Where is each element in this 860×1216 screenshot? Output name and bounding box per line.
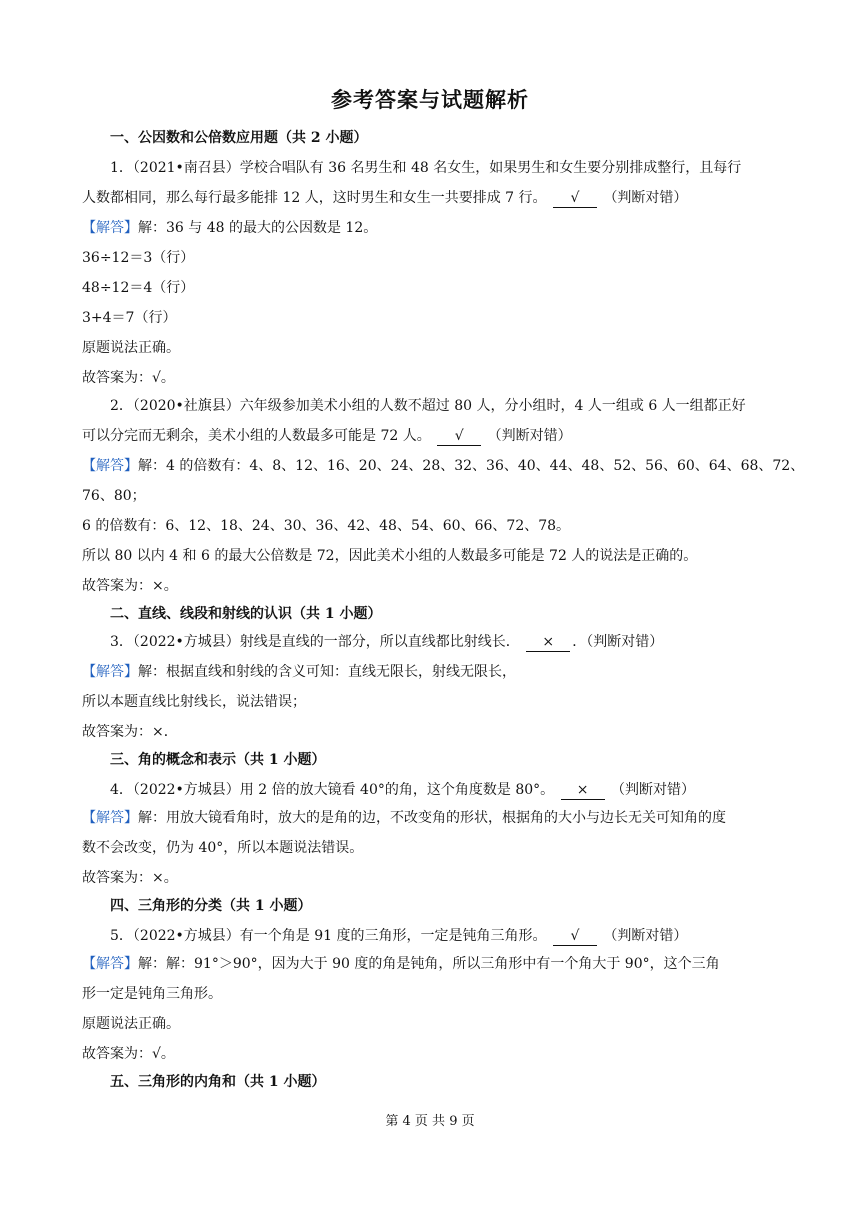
judge-label: （判断对错） (603, 928, 688, 944)
section-heading: 三、角的概念和表示（共 1 小题） (110, 752, 326, 768)
solution-text: 解：根据直线和射线的含义可知：直线无限长，射线无限长， (138, 664, 516, 680)
answer-blank: × (526, 634, 570, 652)
solution-text: 解：36 与 48 的最大的公因数是 12。 (138, 220, 378, 236)
question-text (110, 780, 810, 800)
judge-label: （判断对错） (603, 190, 688, 206)
section-heading: 五、三角形的内角和（共 1 小题） (110, 1074, 326, 1090)
solution-tag: 【解答】 (82, 956, 138, 972)
question-text-part: 人数都相同，那么每行最多能排 12 人，这时男生和女生一共要排成 7 行。 (82, 190, 547, 206)
solution-line: 76、80； (82, 488, 146, 504)
solution-line: 形一定是钝角三角形。 (82, 986, 222, 1002)
solution-line: 3+4＝7（行） (82, 310, 177, 326)
section-heading: 四、三角形的分类（共 1 小题） (110, 898, 312, 914)
answer-blank: √ (553, 928, 597, 946)
solution-tag: 【解答】 (82, 458, 138, 474)
page-title: 参考答案与试题解析 (331, 87, 529, 112)
solution-tag: 【解答】 (82, 220, 138, 236)
judge-label: ．（判断对错） (572, 634, 664, 650)
question-text-part: 3．（2022•方城县）射线是直线的一部分，所以直线都比射线长． (110, 634, 520, 650)
solution-line: 故答案为：√。 (82, 1046, 175, 1062)
answer-blank: √ (553, 190, 597, 208)
question-text-part: 4．（2022•方城县）用 2 倍的放大镜看 40°的角，这个角度数是 80°。 (110, 782, 555, 798)
solution-line (82, 218, 782, 238)
solution-line (82, 954, 782, 974)
solution-text: 解：4 的倍数有：4、8、12、16、20、24、28、32、36、40、44、48、52、56、60、64、68、72、 (138, 458, 805, 474)
answer-blank: × (561, 782, 605, 800)
solution-line: 48÷12＝4（行） (82, 280, 195, 296)
solution-line: 故答案为：√。 (82, 370, 175, 386)
question-text: 1．（2021•南召县）学校合唱队有 36 名男生和 48 名女生，如果男生和女生要分别排成整行，且每行 (110, 160, 742, 176)
judge-label: （判断对错） (487, 428, 572, 444)
solution-line: 原题说法正确。 (82, 1016, 180, 1032)
solution-line: 故答案为：×． (82, 724, 178, 740)
question-text: 2．（2020•社旗县）六年级参加美术小组的人数不超过 80 人，分小组时，4 人一组或 6 人一组都正好 (110, 398, 746, 414)
page-footer: 第 4 页 共 9 页 (385, 1114, 475, 1129)
solution-line: 所以本题直线比射线长，说法错误； (82, 694, 306, 710)
solution-text: 解：解：91°＞90°，因为大于 90 度的角是钝角，所以三角形中有一个角大于 90°，这个三角 (138, 956, 720, 972)
question-text (110, 632, 810, 652)
solution-line: 6 的倍数有：6、12、18、24、30、36、42、48、54、60、66、72、78。 (82, 518, 571, 534)
section-heading: 一、公因数和公倍数应用题（共 2 小题） (110, 130, 368, 146)
question-text-part: 5．（2022•方城县）有一个角是 91 度的三角形，一定是钝角三角形。 (110, 928, 547, 944)
solution-line: 数不会改变，仍为 40°，所以本题说法错误。 (82, 840, 364, 856)
solution-line (82, 808, 782, 828)
question-text (110, 926, 810, 946)
solution-line: 所以 80 以内 4 和 6 的最大公倍数是 72，因此美术小组的人数最多可能是 72 人的说法是正确的。 (82, 548, 698, 564)
question-text (82, 188, 782, 208)
solution-tag: 【解答】 (82, 664, 138, 680)
judge-label: （判断对错） (611, 782, 696, 798)
solution-line: 原题说法正确。 (82, 340, 180, 356)
solution-text: 解：用放大镜看角时，放大的是角的边，不改变角的形状，根据角的大小与边长无关可知角的度 (138, 810, 726, 826)
solution-line (82, 662, 782, 682)
solution-line (82, 456, 805, 476)
section-heading: 二、直线、线段和射线的认识（共 1 小题） (110, 606, 382, 622)
solution-line: 36÷12＝3（行） (82, 250, 195, 266)
solution-line: 故答案为：×。 (82, 578, 178, 594)
question-text (82, 426, 782, 446)
solution-tag: 【解答】 (82, 810, 138, 826)
answer-blank: √ (437, 428, 481, 446)
question-text-part: 可以分完而无剩余，美术小组的人数最多可能是 72 人。 (82, 428, 431, 444)
solution-line: 故答案为：×。 (82, 870, 178, 886)
